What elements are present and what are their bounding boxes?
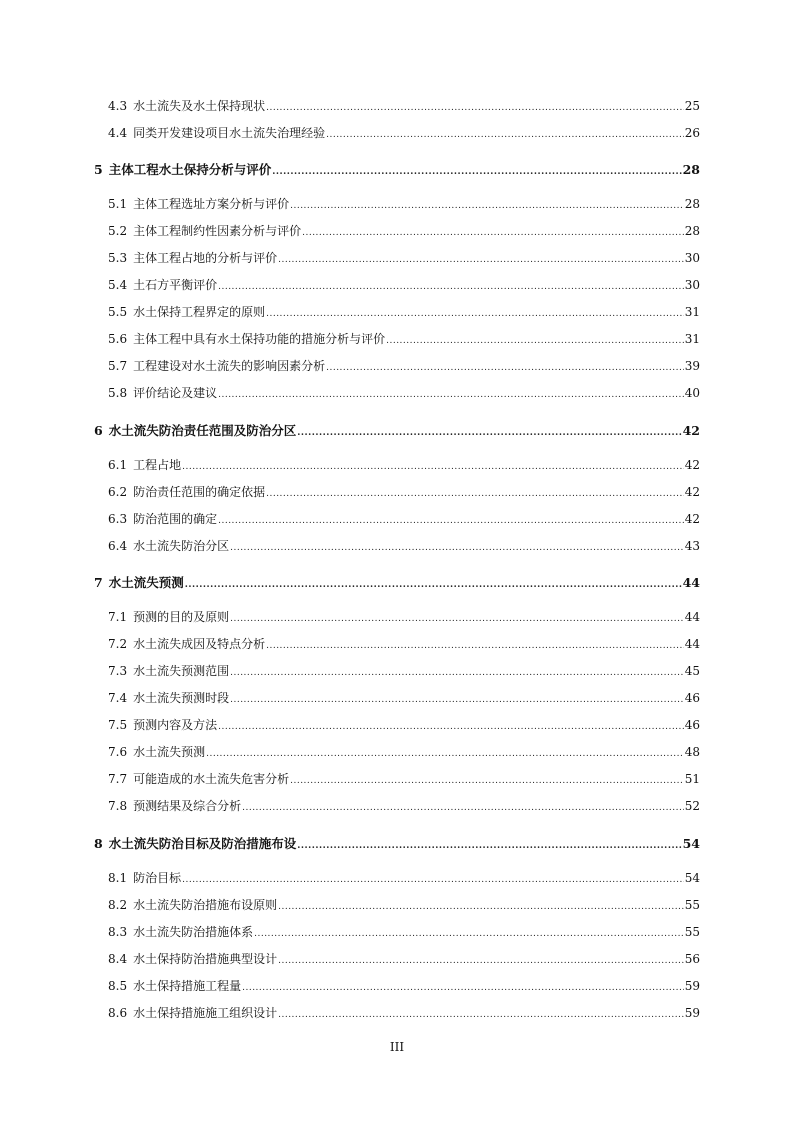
toc-leader-dots	[230, 695, 684, 705]
toc-entry-label: 6.4 水土流失防治分区	[108, 539, 230, 553]
toc-leader-dots	[326, 130, 684, 140]
toc-chapter-entry[interactable]	[94, 573, 700, 591]
toc-leader-dots	[230, 543, 684, 553]
toc-leader-dots	[185, 580, 682, 590]
toc-leader-dots	[326, 363, 684, 373]
toc-entry-label: 7.6 水土流失预测	[108, 745, 206, 759]
toc-page-number: 25	[684, 99, 700, 113]
toc-leader-dots	[266, 103, 684, 113]
toc-page-number: 54	[682, 836, 700, 851]
toc-page-number: 28	[684, 224, 700, 238]
toc-page-number: 44	[684, 610, 700, 624]
page-footer-number: III	[389, 1040, 405, 1054]
toc-entry-label: 5.4 土石方平衡评价	[108, 278, 218, 292]
toc-page-number: 43	[684, 539, 700, 553]
toc-leader-dots	[230, 668, 684, 678]
toc-leader-dots	[290, 201, 684, 211]
toc-entry[interactable]	[108, 635, 700, 652]
toc-leader-dots	[242, 983, 684, 993]
toc-page-number: 30	[684, 251, 700, 265]
toc-leader-dots	[254, 929, 684, 939]
toc-page-number: 42	[682, 423, 700, 438]
toc-page-number: 31	[684, 305, 700, 319]
toc-entry[interactable]	[108, 797, 700, 814]
toc-page-number: 54	[684, 871, 700, 885]
toc-page-number: 44	[684, 637, 700, 651]
toc-chapter-label: 8 水土流失防治目标及防治措施布设	[94, 836, 297, 851]
toc-entry[interactable]	[108, 357, 700, 374]
toc-leader-dots	[218, 282, 684, 292]
toc-page-number: 55	[684, 925, 700, 939]
toc-leader-dots	[182, 875, 684, 885]
toc-entry[interactable]	[108, 124, 700, 141]
toc-leader-dots	[278, 1010, 684, 1020]
toc-page-number: 52	[684, 799, 700, 813]
toc-page-number: 44	[682, 575, 700, 590]
toc-leader-dots	[266, 641, 684, 651]
toc-entry[interactable]	[108, 249, 700, 266]
toc-page-number: 39	[684, 359, 700, 373]
toc-entry[interactable]	[108, 456, 700, 473]
toc-page-number: 28	[684, 197, 700, 211]
toc-page-number: 59	[684, 979, 700, 993]
toc-entry[interactable]	[108, 1004, 700, 1021]
toc-entry-label: 8.2 水土流失防治措施布设原则	[108, 898, 278, 912]
toc-page-number: 45	[684, 664, 700, 678]
toc-entry-label: 7.4 水土流失预测时段	[108, 691, 230, 705]
toc-entry-label: 4.4 同类开发建设项目水土流失治理经验	[108, 126, 326, 140]
toc-chapter-label: 7 水土流失预测	[94, 575, 184, 590]
toc-entry-label: 5.5 水土保持工程界定的原则	[108, 305, 266, 319]
toc-leader-dots	[278, 902, 684, 912]
toc-entry-label: 7.5 预测内容及方法	[108, 718, 218, 732]
toc-entry-label: 7.2 水土流失成因及特点分析	[108, 637, 266, 651]
toc-leader-dots	[218, 722, 684, 732]
toc-page-number: 46	[684, 691, 700, 705]
toc-entry[interactable]	[108, 689, 700, 706]
toc-page-number: 42	[684, 485, 700, 499]
toc-entry[interactable]	[108, 923, 700, 940]
toc-entry-label: 8.4 水土保持防治措施典型设计	[108, 952, 278, 966]
toc-leader-dots	[290, 776, 684, 786]
toc-page-number: 55	[684, 898, 700, 912]
toc-entry-label: 5.6 主体工程中具有水土保持功能的措施分析与评价	[108, 332, 386, 346]
toc-entry[interactable]	[108, 276, 700, 293]
toc-entry[interactable]	[108, 195, 700, 212]
toc-entry-label: 6.2 防治责任范围的确定依据	[108, 485, 266, 499]
toc-leader-dots	[230, 614, 684, 624]
toc-leader-dots	[182, 462, 684, 472]
toc-entry-label: 8.1 防治目标	[108, 871, 182, 885]
toc-page-number: 30	[684, 278, 700, 292]
toc-entry[interactable]	[108, 869, 700, 886]
toc-entry[interactable]	[108, 97, 700, 114]
toc-page-number: 46	[684, 718, 700, 732]
toc-entry-label: 5.3 主体工程占地的分析与评价	[108, 251, 278, 265]
toc-page-number: 42	[684, 512, 700, 526]
toc-entry-label: 7.3 水土流失预测范围	[108, 664, 230, 678]
toc-leader-dots	[278, 956, 684, 966]
toc-entry-label: 5.2 主体工程制约性因素分析与评价	[108, 224, 302, 238]
toc-leader-dots	[386, 336, 684, 346]
toc-entry[interactable]	[108, 950, 700, 967]
toc-entry-label: 8.3 水土流失防治措施体系	[108, 925, 254, 939]
toc-entry[interactable]	[108, 330, 700, 347]
toc-chapter-label: 6 水土流失防治责任范围及防治分区	[94, 423, 297, 438]
toc-page-number: 56	[684, 952, 700, 966]
toc-leader-dots	[297, 428, 681, 438]
toc-leader-dots	[242, 803, 684, 813]
toc-leader-dots	[278, 255, 684, 265]
toc-entry[interactable]	[108, 303, 700, 320]
toc-chapter-entry[interactable]	[94, 160, 700, 178]
toc-chapter-entry[interactable]	[94, 834, 700, 852]
toc-entry-label: 6.3 防治范围的确定	[108, 512, 218, 526]
toc-leader-dots	[297, 841, 681, 851]
toc-entry[interactable]	[108, 662, 700, 679]
toc-entry-label: 8.6 水土保持措施施工组织设计	[108, 1006, 278, 1020]
toc-entry[interactable]	[108, 608, 700, 625]
toc-page-number: 42	[684, 458, 700, 472]
toc-chapter-entry[interactable]	[94, 421, 700, 439]
toc-entry[interactable]	[108, 716, 700, 733]
toc-entry-label: 8.5 水土保持措施工程量	[108, 979, 242, 993]
toc-page-number: 40	[684, 386, 700, 400]
toc-entry-label: 4.3 水土流失及水土保持现状	[108, 99, 266, 113]
toc-entry[interactable]	[108, 384, 700, 401]
toc-entry-label: 7.7 可能造成的水土流失危害分析	[108, 772, 290, 786]
toc-leader-dots	[218, 390, 684, 400]
toc-entry[interactable]	[108, 222, 700, 239]
toc-leader-dots	[266, 309, 684, 319]
toc-page-number: 59	[684, 1006, 700, 1020]
toc-entry-label: 5.1 主体工程选址方案分析与评价	[108, 197, 290, 211]
toc-entry[interactable]	[108, 537, 700, 554]
toc-page-number: 31	[684, 332, 700, 346]
toc-entry[interactable]	[108, 483, 700, 500]
toc-entry[interactable]	[108, 977, 700, 994]
toc-leader-dots	[302, 228, 684, 238]
toc-entry-label: 7.8 预测结果及综合分析	[108, 799, 242, 813]
toc-leader-dots	[266, 489, 684, 499]
toc-entry-label: 5.8 评价结论及建议	[108, 386, 218, 400]
toc-page-number: 28	[682, 162, 700, 177]
toc-entry[interactable]	[108, 896, 700, 913]
toc-entry[interactable]	[108, 743, 700, 760]
toc-entry[interactable]	[108, 770, 700, 787]
toc-leader-dots	[218, 516, 684, 526]
toc-entry-label: 6.1 工程占地	[108, 458, 182, 472]
toc-page-number: 48	[684, 745, 700, 759]
toc-page-number: 26	[684, 126, 700, 140]
toc-entry-label: 7.1 预测的目的及原则	[108, 610, 230, 624]
toc-entry-label: 5.7 工程建设对水土流失的影响因素分析	[108, 359, 326, 373]
toc-leader-dots	[272, 167, 681, 177]
toc-entry[interactable]	[108, 510, 700, 527]
toc-page-number: 51	[684, 772, 700, 786]
toc-chapter-label: 5 主体工程水土保持分析与评价	[94, 162, 272, 177]
toc-leader-dots	[206, 749, 684, 759]
